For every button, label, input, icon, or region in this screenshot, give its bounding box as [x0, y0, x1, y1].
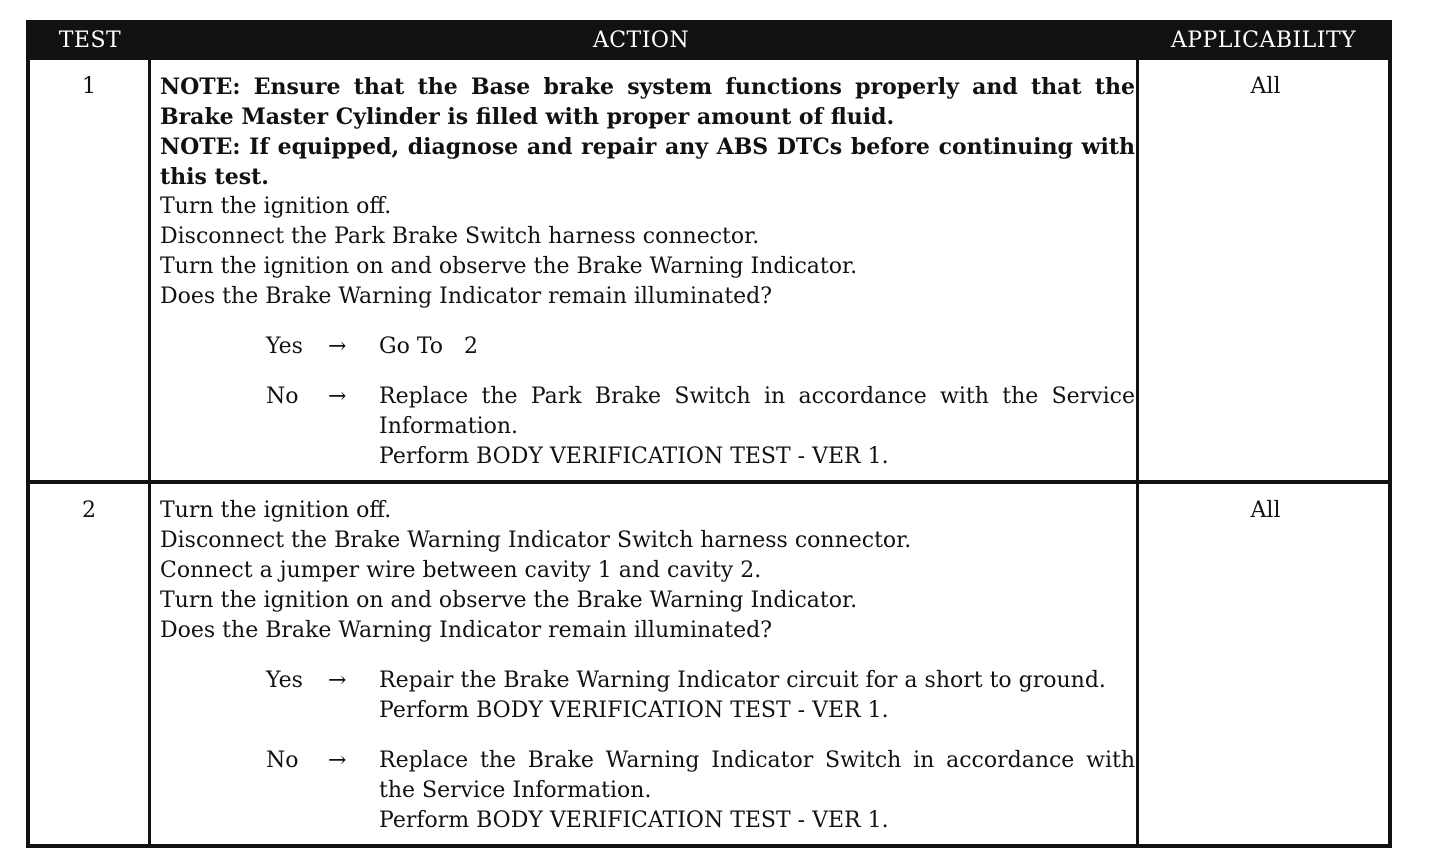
step-text: Turn the ignition on and observe the Brake Warning Indicator. [160, 588, 858, 613]
step-text: Turn the ignition off. [160, 498, 392, 523]
step-text: Turn the ignition off. [160, 194, 392, 219]
result-label: Yes [266, 668, 303, 693]
result-text: Perform BODY VERIFICATION TEST - VER 1. [379, 444, 889, 469]
result-label: No [266, 748, 299, 773]
header-test: TEST [26, 20, 154, 60]
action-cell [160, 72, 1135, 472]
result-text: Perform BODY VERIFICATION TEST - VER 1. [379, 808, 889, 833]
column-divider [1136, 484, 1139, 844]
applicability-value: All [1250, 498, 1281, 523]
result-text: Replace the Park Brake Switch in accordance with the Service Information. [379, 384, 1135, 439]
result-yes [160, 332, 1135, 362]
test-number: 2 [82, 498, 96, 523]
result-label: No [266, 384, 299, 409]
table-row [26, 60, 1392, 484]
column-divider [148, 60, 151, 480]
header-applicability: APPLICABILITY [1135, 20, 1392, 60]
step-text: Does the Brake Warning Indicator remain illuminated? [160, 618, 773, 643]
diagnostic-table [26, 20, 1392, 848]
step-text: Does the Brake Warning Indicator remain illuminated? [160, 284, 773, 309]
step-text: Connect a jumper wire between cavity 1 and cavity 2. [160, 558, 762, 583]
arrow-right-icon: → [328, 334, 347, 359]
action-cell [160, 496, 1135, 836]
result-text: Replace the Brake Warning Indicator Switch in accordance with the Service Information. [379, 748, 1135, 803]
arrow-right-icon: → [328, 668, 347, 693]
result-text: Go To 2 [379, 334, 478, 359]
test-number: 1 [82, 74, 96, 99]
note-text: NOTE: Ensure that the Base brake system functions properly and that the Brake Master Cylinder is filled with proper amount of fluid. [160, 74, 1135, 130]
result-no [160, 746, 1135, 836]
result-no [160, 382, 1135, 472]
step-text: Turn the ignition on and observe the Brake Warning Indicator. [160, 254, 858, 279]
step-text: Disconnect the Park Brake Switch harness connector. [160, 224, 760, 249]
step-text: Disconnect the Brake Warning Indicator Switch harness connector. [160, 528, 912, 553]
arrow-right-icon: → [328, 748, 347, 773]
applicability-value: All [1250, 74, 1281, 99]
result-label: Yes [266, 334, 303, 359]
note-text: NOTE: If equipped, diagnose and repair any ABS DTCs before continuing with this test. [160, 134, 1135, 190]
header-action: ACTION [256, 20, 1026, 60]
result-yes [160, 666, 1135, 726]
arrow-right-icon: → [328, 384, 347, 409]
result-text: Repair the Brake Warning Indicator circuit for a short to ground. [379, 668, 1106, 693]
column-divider [148, 484, 151, 844]
column-divider [1136, 60, 1139, 480]
result-text: Perform BODY VERIFICATION TEST - VER 1. [379, 698, 889, 723]
table-row [26, 484, 1392, 848]
